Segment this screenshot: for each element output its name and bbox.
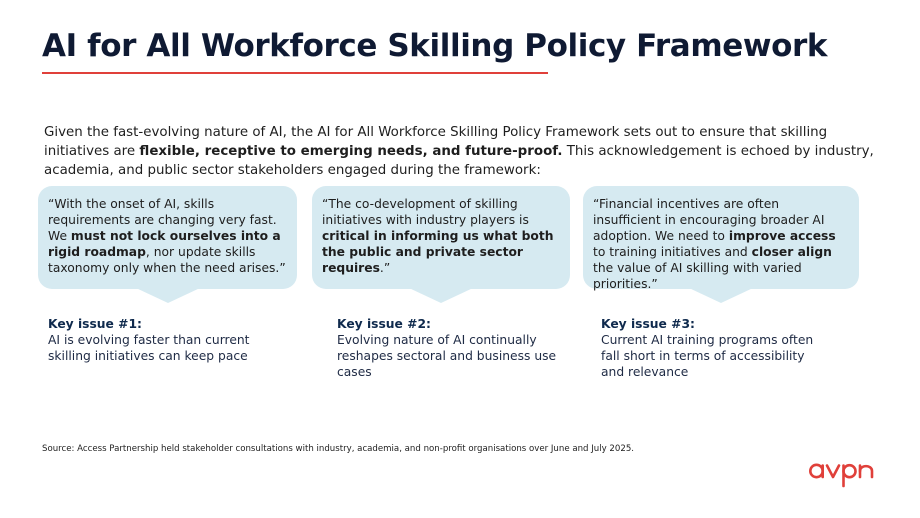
quote-bubble-1 [38, 186, 297, 289]
key-issue-1-title: Key issue #1: [48, 317, 142, 331]
key-issue-1-text: AI is evolving faster than current skilling initiatives can keep pace [48, 333, 250, 363]
key-issue-1 [48, 316, 278, 364]
quote-1-bold: must not lock ourselves into a rigid roadmap [48, 229, 281, 259]
quote-1-post: , nor update skills taxonomy only when the need arises.” [48, 245, 286, 275]
avpn-logo-icon [808, 456, 880, 490]
key-issue-3-text: Current AI training programs often fall short in terms of accessibility and relevance [601, 333, 814, 379]
quote-3-bold-1: improve access [728, 229, 836, 243]
quote-bubble-3 [583, 186, 859, 289]
key-issue-2 [337, 316, 557, 380]
page-title: AI for All Workforce Skilling Policy Framework [42, 28, 828, 64]
intro-text-bold: flexible, receptive to emerging needs, and future-proof. [139, 144, 563, 160]
quote-2-bold: critical in informing us what both the public and private sector requires [322, 229, 554, 275]
intro-paragraph [44, 123, 894, 180]
quote-3-bold-2: closer align [751, 245, 832, 259]
quote-3-pre: “Financial incentives are often insufficient in encouraging broader AI adoption. We need to [593, 197, 825, 243]
key-issue-2-title: Key issue #2: [337, 317, 431, 331]
quote-3-mid: to training initiatives and [593, 245, 752, 259]
quote-1-pre: “With the onset of AI, skills requirements are changing very fast. We [48, 197, 277, 243]
quote-2-pre: “The co-development of skilling initiatives with industry players is [322, 197, 529, 227]
key-issue-2-text: Evolving nature of AI continually reshapes sectoral and business use cases [337, 333, 557, 379]
source-note: Source: Access Partnership held stakeholder consultations with industry, academia, and non-profit organisations over June and July 2025. [42, 444, 635, 454]
quote-bubble-2 [312, 186, 570, 289]
key-issue-3-title: Key issue #3: [601, 317, 695, 331]
key-issue-3 [601, 316, 821, 380]
title-underline [42, 72, 548, 74]
quote-2-post: .” [379, 261, 391, 275]
intro-text-2: This acknowledgement is echoed by industry, academia, and public sector stakeholders engaged during the framework: [44, 144, 874, 179]
intro-text-1: Given the fast-evolving nature of AI, the AI for All Workforce Skilling Policy Framework sets out to ensure that skilling initiatives are [44, 125, 828, 160]
quote-3-post: the value of AI skilling with varied priorities.” [593, 261, 802, 291]
